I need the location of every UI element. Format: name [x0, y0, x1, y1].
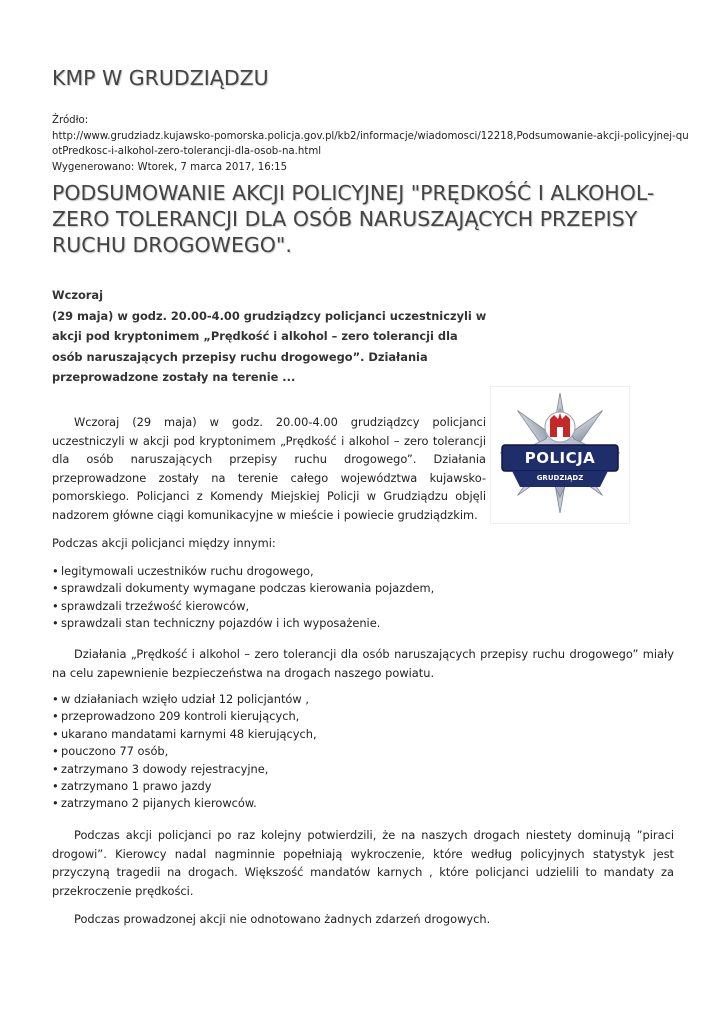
logo-city-text: GRUDZIĄDZ: [536, 474, 584, 482]
article-paragraph-4: [52, 826, 674, 900]
article-title: PODSUMOWANIE AKCJI POLICYJNEJ "PRĘDKOŚĆ I ALKOHOL- ZERO TOLERANCJI DLA OSÓB NARUSZAJĄCYCH PRZEPISY RUCHU DROGOWEGO".: [52, 181, 655, 257]
article-paragraph-1: [52, 413, 486, 525]
lead-line-2: (29 maja) w godz. 20.00-4.00 grudziądzcy policjanci uczestniczyli w akcji pod kryptonimem „Prędkość i alkohol – zero tolerancji dla osób naruszających przepisy ruchu drogowego”. Działania przeprowadzone zostały na terenie ...: [52, 308, 487, 384]
list-item: • sprawdzali stan techniczny pojazdów i ich wyposażenie.: [52, 615, 434, 632]
list-item: • zatrzymano 1 prawo jazdy: [52, 778, 317, 795]
site-title: KMP W GRUDZIĄDZU: [52, 66, 269, 90]
source-url-line-1: http://www.grudziadz.kujawsko-pomorska.policja.gov.pl/kb2/informacje/wiadomosci/12218,Podsumowanie-akcji-policyjnej-qu: [52, 130, 689, 142]
paragraph-4-text: Podczas akcji policjanci po raz kolejny potwierdzili, że na naszych drogach niestety dominują ”piraci drogowi”. Kierowcy nadal nagminnie popełniają wykroczenie, które według policyjnych statystyk jest przyczyną tragedii na drogach. Większość mandatów karnych , które policjanci udzielili to mandaty za przekroczenie prędkości.: [52, 828, 674, 898]
source-url-line-2: otPredkosc-i-alkohol-zero-tolerancji-dla-osob-na.html: [52, 146, 322, 157]
list-item: • pouczono 77 osób,: [52, 743, 317, 760]
logo-badge-text: POLICJA: [524, 449, 596, 467]
list-item: • w działaniach wzięło udział 12 policjantów ,: [52, 691, 317, 708]
document-meta: [52, 113, 689, 175]
actions-list: [52, 563, 434, 633]
article-lead: [52, 285, 492, 388]
paragraph-1-text: Wczoraj (29 maja) w godz. 20.00-4.00 grudziądzcy policjanci uczestniczyli w akcji pod kryptonimem „Prędkość i alkohol – zero tolerancji dla osób naruszających przepisy ruchu drogowego”. Działania przeprowadzone zostały na terenie całego województwa kujawsko-pomorskiego. Policjanci z Komendy Miejskiej Policji w Grudziądzu objęli nadzorem główne ciągi komunikacyjne w mieście i powiecie grudziądzkim.: [52, 415, 486, 522]
list-item: • legitymowali uczestników ruchu drogowego,: [52, 563, 434, 580]
article-paragraph-3: [52, 645, 674, 682]
results-list: [52, 691, 317, 813]
list-item: • zatrzymano 3 dowody rejestracyjne,: [52, 761, 317, 778]
police-logo-image: [490, 386, 630, 524]
article-paragraph-5: [52, 910, 674, 929]
list-item: • sprawdzali trzeźwość kierowców,: [52, 598, 434, 615]
list-item: • sprawdzali dokumenty wymagane podczas kierowania pojazdem,: [52, 580, 434, 597]
article-paragraph-2: Podczas akcji policjanci między innymi:: [52, 536, 276, 550]
list-item: • ukarano mandatami karnymi 48 kierujących,: [52, 726, 317, 743]
paragraph-5-text: Podczas prowadzonej akcji nie odnotowano żadnych zdarzeń drogowych.: [74, 912, 491, 926]
list-item: • przeprowadzono 209 kontroli kierujących,: [52, 708, 317, 725]
paragraph-3-text: Działania „Prędkość i alkohol – zero tolerancji dla osób naruszających przepisy ruchu drogowego” miały na celu zapewnienie bezpieczeństwa na drogach naszego powiatu.: [52, 647, 674, 680]
lead-line-1: Wczoraj: [52, 288, 103, 302]
source-label: Źródło:: [52, 115, 89, 126]
list-item: • zatrzymano 2 pijanych kierowców.: [52, 795, 317, 812]
generated-date: Wygenerowano: Wtorek, 7 marca 2017, 16:15: [52, 161, 288, 173]
